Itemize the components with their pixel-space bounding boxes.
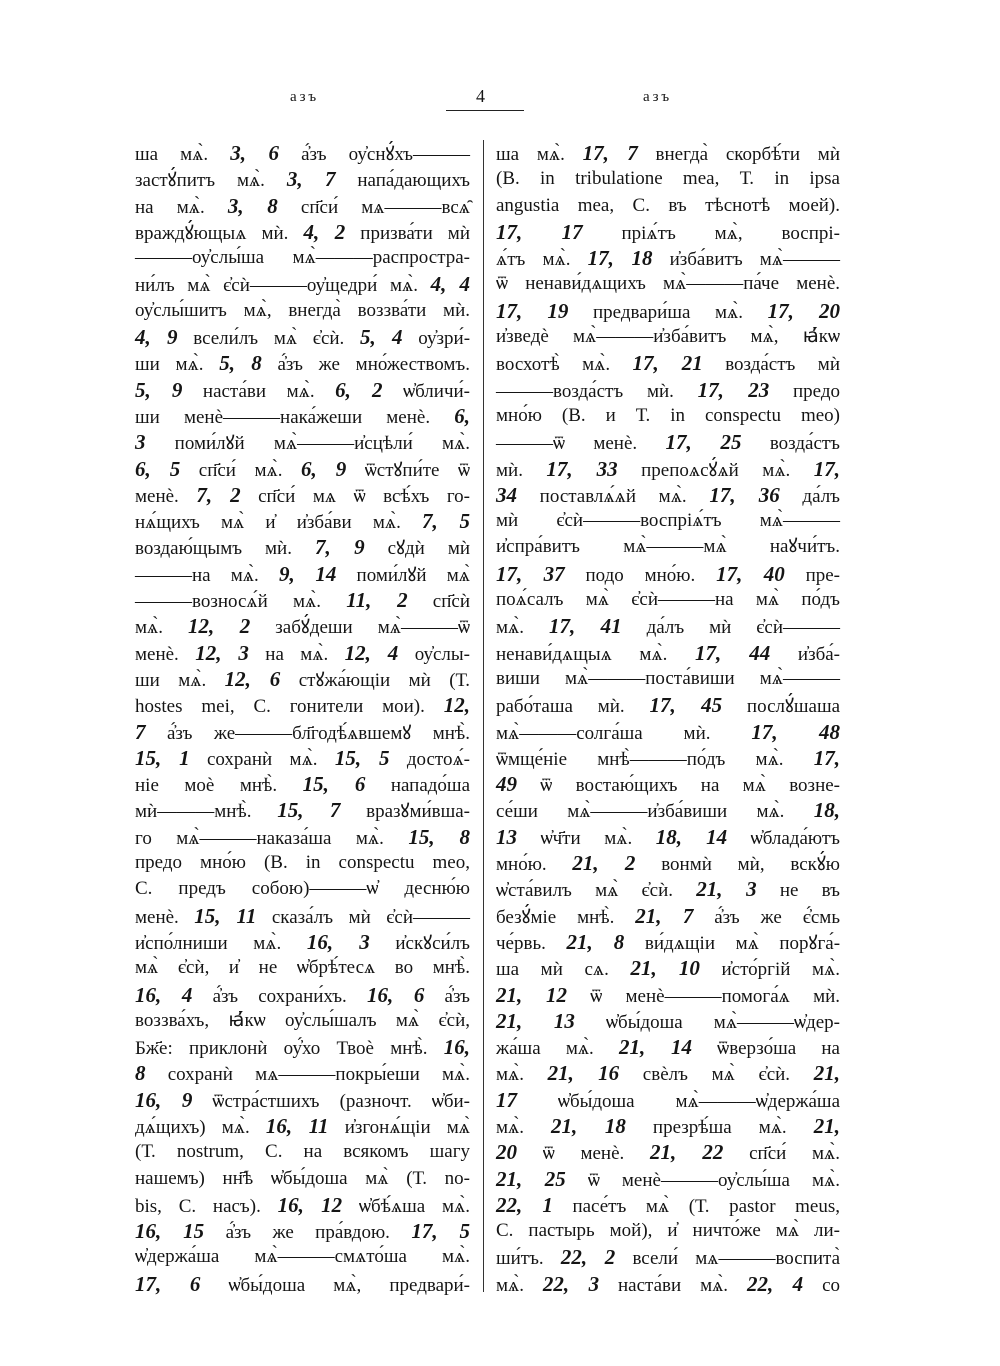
text-line: 20 ѿ менѐ. 21, 22 сп҃си́ мѧ̀. — [496, 1140, 840, 1165]
text-line: ѧ́тъ мѧ̀. 17, 18 и҆зба́витъ мѧ̀——— — [496, 246, 840, 271]
text-line: мно́ю (В. и Т. in conspectu meo) — [496, 404, 840, 426]
verse-reference: 17, 6 — [135, 1271, 201, 1296]
verse-reference: 13 — [496, 824, 517, 849]
text-line: 8 сохранѝ мѧ———покры́еши мѧ̀. — [135, 1061, 470, 1086]
verse-reference: 18, — [813, 798, 840, 823]
text-line: 5, 9 наста́ви мѧ̀. 6, 2 ѡ҆бличи́- — [135, 377, 470, 402]
verse-reference: 6, 9 — [300, 456, 347, 481]
verse-reference: 6, — [454, 403, 470, 428]
text-line: и҆спра́витъ мѧ̀———мѧ̀ наꙋчи́тъ. — [496, 536, 840, 558]
verse-reference: 15, 5 — [334, 745, 390, 770]
verse-reference: 17, 40 — [716, 561, 785, 586]
verse-reference: 16, 15 — [135, 1219, 205, 1244]
text-line: ша мѝ сѧ. 21, 10 и҆сто́ргій мѧ̀. — [496, 956, 841, 981]
text-line: 16, 9 ѿстра́стшихъ (разночт. ѡ҆би- — [135, 1087, 470, 1112]
verse-reference: 49 — [496, 772, 517, 797]
verse-reference: 17, 7 — [582, 141, 638, 165]
text-line: дѧ́щихъ) мѧ̀. 16, 11 и҆згонѧ́щіи мѧ̀ — [135, 1113, 470, 1138]
verse-reference: 17 — [496, 1087, 517, 1112]
verse-reference: 21, 22 — [649, 1140, 724, 1165]
page-number-rule — [446, 110, 524, 111]
verse-reference: 12, 3 — [195, 640, 249, 665]
text-line: ши́тъ. 22, 2 всели́ мѧ———воспита̀ — [496, 1245, 841, 1270]
text-line: нашемъ) нн҃ѣ ѡ҆бы́доша мѧ̀ (Т. no- — [135, 1167, 470, 1189]
text-line: ———оу҆слы́ша мѧ̀———распростра- — [135, 247, 470, 269]
text-line: менѐ. 15, 11 сказа́лъ мѝ є҆сѝ——— — [135, 903, 470, 928]
text-line: 6, 5 сп҃си́ мѧ̀. 6, 9 ѿстꙋпи́те ѿ — [135, 456, 471, 481]
text-line: застꙋ́питъ мѧ̀. 3, 7 напа́дающихъ — [135, 167, 470, 192]
text-line: 15, 1 сохранѝ мѧ̀. 15, 5 достоѧ́- — [135, 745, 470, 770]
verse-reference: 22, 3 — [542, 1271, 600, 1296]
left-text-column — [135, 140, 470, 1297]
verse-reference: 4, 9 — [135, 325, 178, 350]
verse-reference: 4, 4 — [430, 272, 470, 297]
verse-reference: 21, 18 — [551, 1113, 626, 1138]
verse-reference: 3, 8 — [227, 193, 278, 218]
verse-reference: 5, 9 — [135, 377, 183, 402]
text-line: менѐ. 12, 3 на мѧ̀. 12, 4 оу҆слы- — [135, 640, 470, 665]
verse-reference: 17, — [813, 456, 840, 481]
left-running-head: азъ — [290, 89, 320, 105]
text-line: (Т. nostrum, С. на всякомъ шагу — [135, 1141, 470, 1163]
text-line: предо мно́ю (В. in conspectu meo, — [135, 852, 470, 874]
text-line: 17 ѡ҆бы́доша мѧ̀———ѡ҆держа́ша — [496, 1087, 840, 1112]
verse-reference: 3, 6 — [230, 141, 280, 165]
text-line: ѡ҆держа́ша мѧ̀———смѧто́ша мѧ̀. — [135, 1246, 470, 1268]
text-line: 34 поставлѧ́ѧй мѧ̀. 17, 36 да́лъ — [496, 482, 840, 507]
verse-reference: 21, — [813, 1061, 840, 1086]
verse-reference: 12, 4 — [344, 640, 399, 665]
text-line: 16, 4 а҆́зъ сохрани́хъ. 16, 6 а҆́зъ — [135, 982, 470, 1007]
text-line: воззва́хъ, ꙗ҆́кѡ оу҆слы́шалъ мѧ̀ є҆сѝ, — [135, 1009, 470, 1031]
text-line: ніе моѐ мнѣ̀. 15, 6 нападо́ша — [135, 772, 471, 797]
text-line: на мѧ̀. 3, 8 сп҃си́ мѧ———всѧ̑ — [135, 193, 471, 218]
verse-reference: 17, 33 — [546, 456, 618, 481]
text-line: жа́ша мѧ̀. 21, 14 ѿверзо́ша на — [496, 1035, 840, 1060]
text-line: го мѧ̀———наказа́ша мѧ̀. 15, 8 — [135, 824, 470, 849]
text-line: поѧ́салъ мѧ̀ є҆сѝ———на мѧ̀ по́дъ — [496, 589, 840, 611]
text-line: мѧ̀. 21, 16 свѐлъ мѧ̀ є҆сѝ. 21, — [496, 1061, 840, 1086]
text-line: ———ѿ менѐ. 17, 25 возда́стъ — [496, 430, 841, 455]
verse-reference: 16, 6 — [366, 982, 425, 1007]
text-line: се́ши мѧ̀———и҆зба́виши мѧ̀. 18, — [496, 798, 840, 823]
text-line: 21, 25 ѿ менѐ———оу҆слы́ша мѧ̀. — [496, 1166, 841, 1191]
text-line: рабо́таша мѝ. 17, 45 послꙋ́шаша — [496, 693, 841, 718]
text-line: ни́лъ мѧ̀ є҆сѝ———оу҆щедри́ мѧ̀. 4, 4 — [135, 272, 470, 297]
text-line: 21, 13 ѡ҆бы́доша мѧ̀———ѡ҆дер- — [496, 1008, 841, 1033]
verse-reference: 17, 41 — [548, 614, 622, 639]
verse-reference: 16, 9 — [135, 1087, 193, 1112]
verse-reference: 21, 14 — [619, 1035, 692, 1060]
verse-reference: 11, 2 — [346, 588, 408, 613]
verse-reference: 17, 21 — [632, 351, 703, 376]
text-line: 17, 17 пріѧ́тъ мѧ̀, воспрі- — [496, 219, 840, 244]
text-line: 7 а҆́зъ же———бл҃годѣ́ѧвшемꙋ мнѣ̀. — [135, 719, 470, 744]
verse-reference: 34 — [496, 482, 517, 507]
text-line: и҆спо́лниши мѧ̀. 16, 3 и҆скꙋси́лъ — [135, 929, 471, 954]
text-line: С. пастырь мой), и҆ ничто́же мѧ̀ ли- — [496, 1220, 840, 1242]
text-line: мѧ̀. 21, 18 презрѣ́ша мѧ̀. 21, — [496, 1113, 840, 1138]
verse-reference: 6, 2 — [335, 377, 383, 402]
verse-reference: 15, 6 — [302, 772, 366, 797]
text-line: ѿмще́ніе мнѣ̀———по́дъ мѧ̀. 17, — [496, 745, 840, 770]
text-line: 21, 12 ѿ менѐ———помога́ѧ мѝ. — [496, 982, 841, 1007]
text-line: 17, 19 предвари́ша мѧ̀. 17, 20 — [496, 298, 840, 323]
verse-reference: 17, 17 — [496, 219, 583, 244]
verse-reference: 17, 36 — [709, 482, 780, 507]
text-line: 13 ѡ҆ч҃ти мѧ̀. 18, 14 ѡ҆блада́ютъ — [496, 824, 840, 849]
verse-reference: 3 — [135, 430, 146, 455]
verse-reference: 21, 16 — [547, 1061, 620, 1086]
verse-reference: 5, 4 — [360, 325, 403, 350]
text-line: и҆зведѐ мѧ̀———и҆зба́витъ мѧ̀, ꙗ҆́кѡ — [496, 326, 840, 348]
text-line: нѧ́щихъ мѧ̀ и҆ и҆зба́ви мѧ̀. 7, 5 — [135, 509, 470, 534]
text-line: мѧ̀———солга́ша мѝ. 17, 48 — [496, 719, 840, 744]
text-line: 17, 37 подо мно́ю. 17, 40 пре- — [496, 561, 841, 586]
verse-reference: 17, 18 — [587, 246, 653, 271]
verse-reference: 17, 20 — [767, 298, 840, 323]
verse-reference: 17, 48 — [751, 719, 840, 744]
text-line: враждꙋ́ющыѧ мѝ. 4, 2 призва́ти мѝ — [135, 219, 470, 244]
text-line: 3 поми́лꙋй мѧ̀———и҆сцѣли́ мѧ̀. — [135, 430, 470, 455]
verse-reference: 20 — [496, 1140, 517, 1165]
verse-reference: 7 — [135, 719, 146, 744]
verse-reference: 21, 12 — [496, 982, 567, 1007]
verse-reference: 12, 6 — [224, 666, 281, 691]
right-text-column — [496, 140, 840, 1297]
verse-reference: 7, 9 — [314, 535, 365, 560]
verse-reference: 17, — [813, 745, 840, 770]
column-divider — [483, 140, 484, 1292]
text-line: ша мѧ̀. 17, 7 внегда̀ скорбѣ́ти мѝ — [496, 141, 840, 165]
text-line: безꙋ́міе мнѣ̀. 21, 7 а҆́зъ же є҆́смь — [496, 903, 840, 928]
verse-reference: 16, 4 — [135, 982, 193, 1007]
verse-reference: 7, 2 — [196, 482, 241, 507]
text-line: мѧ̀ є҆сѝ, и҆ не ѡ҆брѣ́тесѧ во мнѣ̀. — [135, 957, 470, 979]
text-line: ———на мѧ̀. 9, 14 поми́лꙋй мѧ̀ — [135, 561, 470, 586]
text-line: мѧ̀. 12, 2 забꙋ́деши мѧ̀———ѿ — [135, 614, 470, 639]
text-line: 16, 15 а҆́зъ же пра́вдою. 17, 5 — [135, 1219, 470, 1244]
verse-reference: 21, 2 — [572, 851, 636, 876]
verse-reference: 5, 8 — [219, 351, 262, 376]
right-running-head: азъ — [643, 89, 673, 105]
verse-reference: 16, 11 — [265, 1113, 329, 1138]
text-line: ———возносѧ́й мѧ̀. 11, 2 сп҃сѝ — [135, 588, 471, 613]
text-line: ненави́дѧщыѧ мѧ̀. 17, 44 и҆зба́- — [496, 640, 840, 665]
verse-reference: 18, 14 — [655, 824, 728, 849]
text-line: виши мѧ̀———поста́виши мѧ̀——— — [496, 667, 840, 689]
text-line: hostes mei, С. гонители мои). 12, — [135, 693, 470, 718]
text-line: че́рвь. 21, 8 ви́дѧщіи мѧ̀ порꙋга́- — [496, 929, 841, 954]
verse-reference: 12, 2 — [188, 614, 251, 639]
page-number: 4 — [476, 86, 485, 106]
text-line: 4, 9 всели́лъ мѧ̀ є҆сѝ. 5, 4 оу҆зри́- — [135, 325, 471, 350]
verse-reference: 16, 12 — [277, 1192, 343, 1217]
text-line: Бж҃е: приклонѝ оу҆́хо Твоѐ мнѣ̀. 16, — [135, 1035, 470, 1060]
text-line: ша мѧ̀. 3, 6 а҆́зъ оу҆снꙋ́хъ——— — [135, 141, 471, 165]
verse-reference: 9, 14 — [278, 561, 337, 586]
text-line: мѝ. 17, 33 препоѧсꙋ́ѧй мѧ̀. 17, — [496, 456, 840, 481]
text-line: С. предъ собою)———ѡ҆ десню́ю — [135, 878, 470, 900]
text-line: мно́ю. 21, 2 вонмѝ мѝ, вскꙋ́ю — [496, 851, 840, 876]
verse-reference: 22, 1 — [496, 1192, 553, 1217]
text-line: воздаю́щымъ мѝ. 7, 9 сꙋдѝ мѝ — [135, 535, 471, 560]
verse-reference: 17, 23 — [697, 377, 770, 402]
verse-reference: 17, 19 — [496, 298, 569, 323]
text-line: bis, С. насъ). 16, 12 ѡ҆бѣ́ѧша мѧ̀. — [135, 1192, 470, 1217]
text-line: ши менѐ———нака́жеши менѐ. 6, — [135, 403, 470, 428]
verse-reference: 21, 3 — [696, 877, 757, 902]
verse-reference: 21, 10 — [630, 956, 700, 981]
verse-reference: 17, 37 — [496, 561, 565, 586]
text-line: оу҆слы́шитъ мѧ̀, внегда̀ воззва́ти мѝ. — [135, 299, 470, 321]
verse-reference: 21, 8 — [566, 929, 625, 954]
verse-reference: 8 — [135, 1061, 146, 1086]
text-line: 49 ѿ востаю́щихъ на мѧ̀ возне- — [496, 772, 840, 797]
text-line: восхотѣ̀ мѧ̀. 17, 21 возда́стъ мѝ — [496, 351, 840, 376]
verse-reference: 15, 11 — [194, 903, 257, 928]
text-line: (В. in tribulatione mea, Т. in ipsa — [496, 168, 840, 190]
verse-reference: 16, 3 — [306, 929, 370, 954]
verse-reference: 17, 45 — [649, 693, 723, 718]
text-line: 17, 6 ѡ҆бы́доша мѧ̀, предвари́- — [135, 1271, 471, 1296]
text-line: angustia mea, С. въ тѣснотѣ моей). — [496, 194, 840, 216]
text-line: мѝ є҆сѝ———воспріѧ́тъ мѧ̀——— — [496, 510, 840, 532]
verse-reference: 17, 25 — [665, 430, 742, 455]
verse-reference: 15, 8 — [408, 824, 470, 849]
verse-reference: 3, 7 — [286, 167, 336, 192]
verse-reference: 22, 2 — [560, 1245, 616, 1270]
text-line: ши мѧ̀. 12, 6 стꙋжа́ющіи мѝ (Т. — [135, 666, 471, 691]
verse-reference: 21, — [813, 1113, 840, 1138]
verse-reference: 17, 44 — [694, 640, 771, 665]
text-line: мѧ̀. 17, 41 да́лъ мѝ є҆сѝ——— — [496, 614, 841, 639]
text-line: мѧ̀. 22, 3 наста́ви мѧ̀. 22, 4 со — [496, 1271, 840, 1296]
verse-reference: 17, 5 — [411, 1219, 470, 1244]
verse-reference: 7, 5 — [422, 509, 470, 534]
text-line: 22, 1 пасе́тъ мѧ̀ (Т. pastor meus, — [496, 1192, 840, 1217]
verse-reference: 15, 7 — [277, 798, 341, 823]
text-line: ѡ҆ста́вилъ мѧ̀ є҆сѝ. 21, 3 не въ — [496, 877, 840, 902]
verse-reference: 21, 7 — [635, 903, 694, 928]
text-line: ѿ ненави́дѧщихъ мѧ̀———па́че менѐ. — [496, 273, 840, 295]
text-line: ———возда́стъ мѝ. 17, 23 предо — [496, 377, 840, 402]
verse-reference: 4, 2 — [303, 219, 346, 244]
verse-reference: 22, 4 — [746, 1271, 804, 1296]
verse-reference: 15, 1 — [135, 745, 190, 770]
verse-reference: 16, — [443, 1035, 470, 1060]
verse-reference: 21, 13 — [496, 1008, 575, 1033]
text-line: менѐ. 7, 2 сп҃си́ мѧ ѿ всѣ́хъ го- — [135, 482, 470, 507]
verse-reference: 6, 5 — [135, 456, 181, 481]
text-line: мѝ———мнѣ̀. 15, 7 вразꙋми́вша- — [135, 798, 471, 823]
verse-reference: 12, — [443, 693, 470, 718]
verse-reference: 21, 25 — [496, 1166, 566, 1191]
text-line: ши мѧ̀. 5, 8 а҆́зъ же мно́жествомъ. — [135, 351, 470, 376]
